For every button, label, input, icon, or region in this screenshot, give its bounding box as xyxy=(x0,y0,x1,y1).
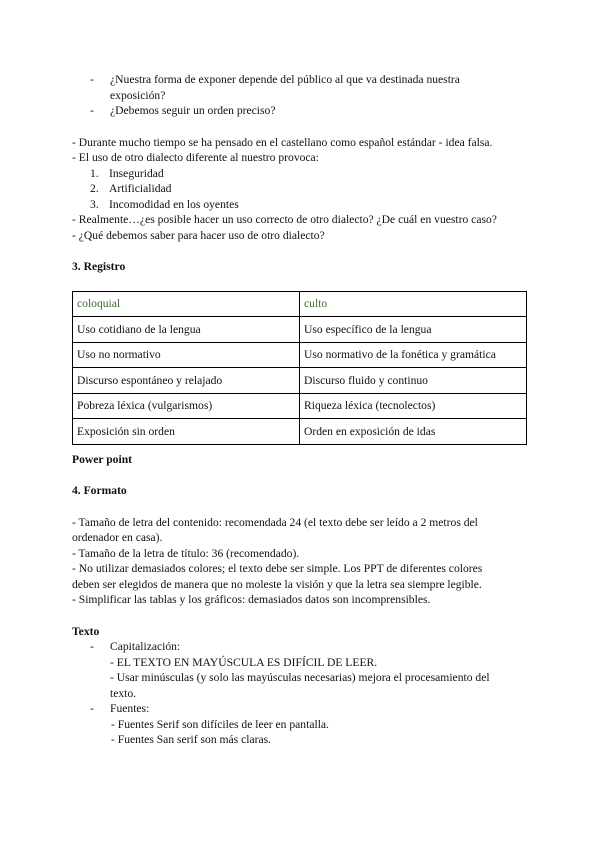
table-cell: Orden en exposición de idas xyxy=(300,419,527,445)
numbered-item: 2. Artificialidad xyxy=(90,182,172,195)
paragraph: - Simplificar las tablas y los gráficos: demasiados datos son incomprensibles. xyxy=(72,593,431,606)
table-cell: Uso cotidiano de la lengua xyxy=(73,317,300,343)
table-cell: Pobreza léxica (vulgarismos) xyxy=(73,393,300,419)
numbered-item: 1. Inseguridad xyxy=(90,166,164,180)
table-cell: Exposición sin orden xyxy=(73,419,300,445)
table-cell: Uso específico de la lengua xyxy=(300,317,527,343)
section-heading: 3. Registro xyxy=(72,260,126,273)
paragraph: - Tamaño de letra del contenido: recomendada 24 (el texto debe ser leído a 2 metros del ordenador en casa). xyxy=(72,515,478,544)
paragraph: - El uso de otro dialecto diferente al nuestro provoca: xyxy=(72,151,319,164)
section-heading: 4. Formato xyxy=(72,484,127,497)
paragraph: - ¿Qué debemos saber para hacer uso de otro dialecto? xyxy=(72,228,325,242)
column-header: coloquial xyxy=(73,291,300,317)
list-subitem: - Fuentes Serif son difíciles de leer en pantalla. xyxy=(111,717,329,731)
table-row xyxy=(73,419,527,445)
list-item: - ¿Debemos seguir un orden preciso? xyxy=(90,104,276,117)
list-subitem: - EL TEXTO EN MAYÚSCULA ES DIFÍCIL DE LEER. xyxy=(110,655,378,669)
table-header-row xyxy=(73,291,527,317)
table-cell: Uso no normativo xyxy=(73,342,300,368)
numbered-item: 3. Incomodidad en los oyentes xyxy=(90,197,239,211)
list-item: - Capitalización: xyxy=(90,640,181,653)
paragraph: - Tamaño de la letra de título: 36 (recomendado). xyxy=(72,546,300,560)
table-row xyxy=(73,317,527,343)
section-heading: Power point xyxy=(72,452,133,466)
table-cell: Discurso espontáneo y relajado xyxy=(73,368,300,394)
table-cell: Riqueza léxica (tecnolectos) xyxy=(300,393,527,419)
table-row xyxy=(73,393,527,419)
list-item: - ¿Nuestra forma de exponer depende del público al que va destinada nuestra exposición? xyxy=(90,73,460,102)
paragraph: - Realmente…¿es posible hacer un uso correcto de otro dialecto? ¿De cuál en vuestro caso? xyxy=(72,213,497,226)
paragraph: - No utilizar demasiados colores; el texto debe ser simple. Los PPT de diferentes colores deben ser elegidos de manera que no moleste la visión y que la letra sea siempre legible. xyxy=(72,562,483,591)
table-row xyxy=(73,342,527,368)
list-subitem: - Fuentes San serif son más claras. xyxy=(111,733,272,746)
list-item: - Fuentes: xyxy=(90,702,150,715)
list-subitem: - Usar minúsculas (y solo las mayúsculas necesarias) mejora el procesamiento del texto. xyxy=(110,671,490,700)
paragraph: - Durante mucho tiempo se ha pensado en el castellano como español estándar - idea falsa. xyxy=(72,135,493,149)
registro-table xyxy=(72,291,527,445)
column-header: culto xyxy=(300,291,527,317)
table-row xyxy=(73,368,527,394)
section-heading: Texto xyxy=(72,624,100,638)
document-content xyxy=(72,72,527,748)
table-cell: Uso normativo de la fonética y gramática xyxy=(300,342,527,368)
table-cell: Discurso fluido y continuo xyxy=(300,368,527,394)
